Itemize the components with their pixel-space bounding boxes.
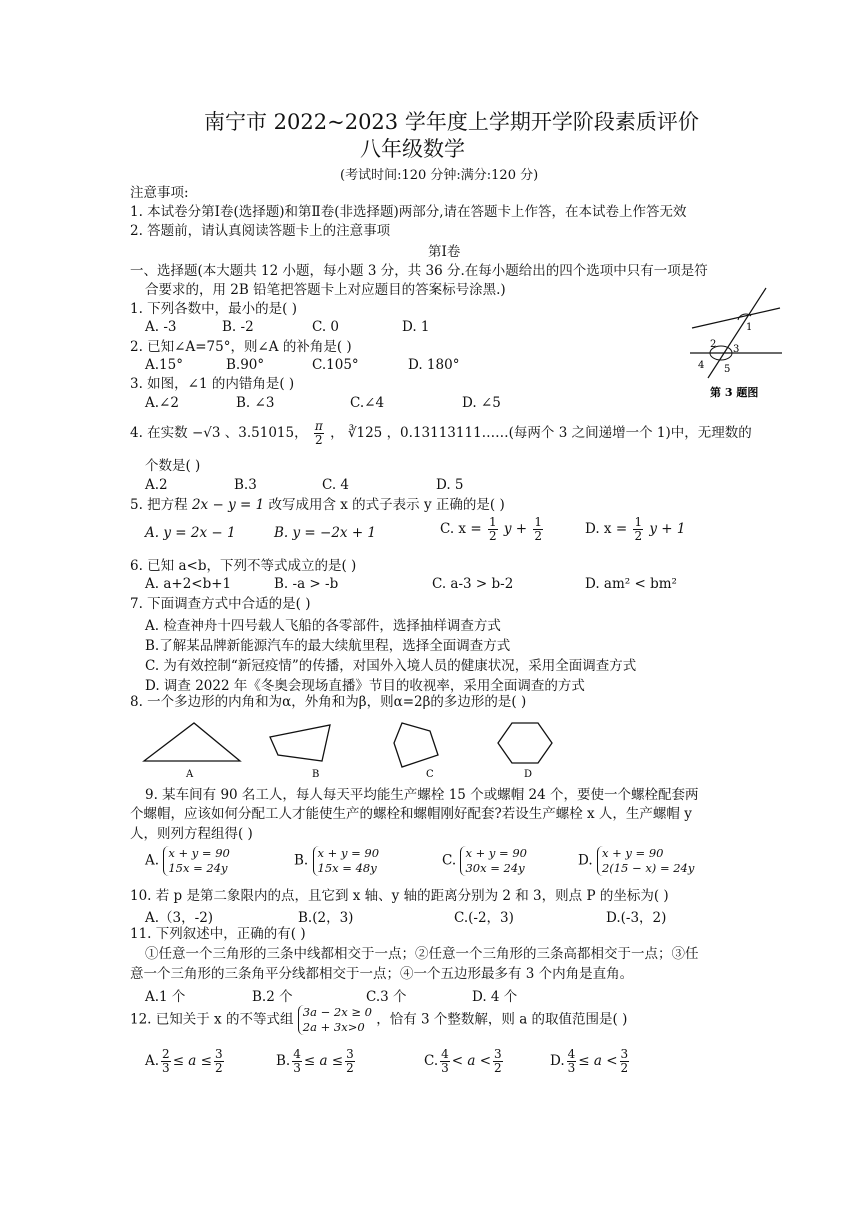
q12-b-left-frac: $\frac{4}{3}$: [293, 1047, 301, 1075]
q5-d-post: y + 1: [649, 521, 686, 537]
q2-option-c[interactable]: C.105°: [312, 357, 359, 373]
q12-option-b[interactable]: [276, 1048, 357, 1075]
q4-part3: ，: [330, 425, 344, 441]
q2-option-b[interactable]: B.90°: [226, 357, 265, 373]
q7-option-c[interactable]: C. 为有效控制“新冠疫情”的传播，对国外入境人员的健康状况，采用全面调查方式: [145, 658, 637, 674]
q12-a-left-frac: $\frac{2}{3}$: [162, 1047, 170, 1075]
q3-option-c[interactable]: C.∠4: [350, 395, 385, 411]
fig-label-4: 4: [698, 360, 705, 371]
q8-polygons: [140, 715, 580, 780]
q5-c-frac2: $\frac{1}{2}$: [534, 515, 543, 543]
q1-option-d[interactable]: D. 1: [402, 319, 430, 335]
q12-part1: 12. 已知关于 x 的不等式组: [130, 1011, 294, 1028]
q4-pi-over-2: $\frac{\pi}{2}$: [314, 419, 323, 447]
q8-label-d[interactable]: D: [524, 769, 533, 780]
q5-part1: 5. 把方程: [130, 497, 188, 513]
fig-label-5: 5: [724, 364, 731, 375]
question-3: 3. 如图，∠1 的内错角是( ): [130, 376, 295, 392]
fig-label-2: 2: [710, 339, 717, 350]
note-item-2: 2. 答题前，请认真阅读答题卡上的注意事项: [130, 223, 391, 239]
figure-question-3: [688, 284, 788, 404]
q12-system: 3a − 2x ≥ 0 2a + 3x>0: [298, 1005, 372, 1035]
q9-option-b[interactable]: [294, 846, 379, 876]
question-9-line1: 9. 某车间有 90 名工人，每人每天平均能生产螺栓 15 个或螺帽 24 个，要使一个螺栓配套两: [145, 787, 699, 803]
question-4-line2: 个数是( ): [145, 458, 201, 474]
q5-option-b[interactable]: B. y = −2x + 1: [274, 525, 377, 541]
exam-info: (考试时间:120 分钟:满分:120 分): [340, 168, 539, 183]
q1-option-b[interactable]: B. -2: [222, 319, 254, 335]
q6-option-a[interactable]: A. a+2<b+1: [145, 576, 232, 592]
q12-c-right-frac: $\frac{3}{2}$: [494, 1047, 502, 1075]
q4-neg-sqrt3: −√3: [191, 425, 221, 441]
question-2: 2. 已知∠A=75°，则∠A 的补角是( ): [130, 339, 352, 355]
q9-option-c[interactable]: [442, 846, 527, 876]
fig-label-1: 1: [746, 322, 753, 333]
q5-c-mid: y +: [503, 521, 528, 537]
q3-option-d[interactable]: D. ∠5: [462, 395, 501, 411]
q4-part4: ，0.13113111……(每两个 3 之间递增一个 1)中，无理数的: [386, 425, 752, 441]
question-11: 11. 下列叙述中，正确的有( ): [130, 926, 306, 942]
q1-option-c[interactable]: C. 0: [312, 319, 340, 335]
q9-option-d[interactable]: [578, 846, 694, 876]
quadrilateral-shape: [270, 725, 330, 761]
q10-option-c[interactable]: C.(-2，3): [454, 910, 514, 926]
question-9-line3: 人，则列方程组得( ): [130, 826, 253, 842]
q11-option-a[interactable]: A.1 个: [145, 989, 186, 1005]
q11-option-c[interactable]: C.3 个: [366, 989, 407, 1005]
q10-option-b[interactable]: B.(2，3): [298, 910, 354, 926]
q9-b-label: B.: [294, 852, 309, 869]
question-4: [130, 420, 752, 447]
question-9-line2: 个螺帽，应该如何分配工人才能使生产的螺栓和螺帽刚好配套?若设生产螺栓 x 人，生产螺帽 y: [130, 806, 692, 822]
note-item-1: 1. 本试卷分第Ⅰ卷(选择题)和第Ⅱ卷(非选择题)两部分,请在答题卡上作答，在本试卷上作答无效: [130, 204, 687, 220]
q12-a-label: A.: [145, 1053, 160, 1069]
q4-part1: 4. 在实数: [130, 425, 188, 441]
q4-option-c[interactable]: C. 4: [322, 477, 350, 493]
q9-c-system: x + y = 90 30x = 24y: [460, 846, 527, 876]
q2-option-d[interactable]: D. 180°: [408, 357, 460, 373]
q7-option-b[interactable]: B.了解某品牌新能源汽车的最大续航里程，选择全面调查方式: [145, 638, 511, 654]
q6-option-c[interactable]: C. a-3 > b-2: [432, 576, 514, 592]
q12-c-label: C.: [424, 1053, 439, 1069]
volume-heading: 第Ⅰ卷: [428, 244, 461, 260]
q3-option-b[interactable]: B. ∠3: [236, 395, 275, 411]
q2-option-a[interactable]: A.15°: [145, 357, 183, 373]
q5-part2: 改写成用含 x 的式子表示 y 正确的是( ): [268, 497, 505, 513]
q3-option-a[interactable]: A.∠2: [145, 395, 179, 411]
q4-option-a[interactable]: A.2: [145, 477, 168, 493]
q9-b-system: x + y = 90 15x = 48y: [313, 846, 380, 876]
q4-option-d[interactable]: D. 5: [436, 477, 464, 493]
q12-a-right-frac: $\frac{3}{2}$: [214, 1047, 223, 1075]
section1-line2: 合要求的，用 2B 铅笔把答题卡上对应题目的答案标号涂黑.): [145, 282, 506, 298]
q12-c-relation: < a <: [451, 1053, 492, 1069]
q12-d-right-frac: $\frac{3}{2}$: [620, 1047, 629, 1075]
q8-label-b[interactable]: B: [312, 769, 320, 780]
q9-d-system: x + y = 90 2(15 − x) = 24y: [597, 846, 694, 876]
q5-d-pre: D. x =: [585, 521, 628, 537]
hexagon-shape: [498, 723, 552, 763]
triangle-shape: [144, 723, 240, 761]
q5-c-pre: C. x =: [440, 521, 482, 537]
q7-option-a[interactable]: A. 检查神舟十四号载人飞船的各零部件，选择抽样调查方式: [145, 618, 501, 634]
q12-c-left-frac: $\frac{4}{3}$: [441, 1047, 449, 1075]
q9-a-system: x + y = 90 15x = 24y: [163, 846, 230, 876]
q12-a-relation: ≤ a ≤: [172, 1053, 212, 1069]
q6-option-b[interactable]: B. -a > -b: [274, 576, 339, 592]
q5-option-a[interactable]: A. y = 2x − 1: [145, 525, 236, 541]
fig-caption: 第 3 题图: [710, 386, 759, 399]
q5-c-frac1: $\frac{1}{2}$: [488, 515, 497, 543]
fig-label-3: 3: [733, 344, 740, 355]
q11-option-b[interactable]: B.2 个: [252, 989, 293, 1005]
q10-option-d[interactable]: D.(-3，2): [606, 910, 667, 926]
q5-option-c[interactable]: [440, 516, 545, 543]
q5-d-frac: $\frac{1}{2}$: [634, 515, 643, 543]
q8-label-c[interactable]: C: [426, 769, 434, 780]
question-6: 6. 已知 a<b，下列不等式成立的是( ): [130, 558, 357, 574]
question-7: 7. 下面调查方式中合适的是( ): [130, 596, 311, 612]
q12-b-relation: ≤ a ≤: [303, 1053, 344, 1069]
pentagon-shape: [394, 723, 438, 767]
q7-option-d[interactable]: D. 调查 2022 年《冬奥会现场直播》节目的收视率，采用全面调查的方式: [145, 678, 585, 694]
q12-option-a[interactable]: [145, 1048, 226, 1075]
q12-d-left-frac: $\frac{4}{3}$: [567, 1047, 576, 1075]
question-11-line2: 意一个三角形的三条角平分线都相交于一点；④一个五边形最多有 3 个内角是直角。: [130, 966, 634, 982]
q9-c-label: C.: [442, 852, 457, 869]
question-5: [130, 496, 505, 514]
exam-title: 南宁市 2022~2023 学年度上学期开学阶段素质评价: [204, 110, 699, 134]
q12-d-relation: ≤ a <: [578, 1053, 618, 1069]
q12-b-right-frac: $\frac{3}{2}$: [346, 1047, 354, 1075]
question-8: 8. 一个多边形的内角和为α，外角和为β，则α=2β的多边形的是( ): [130, 694, 527, 710]
q12-option-c[interactable]: [424, 1048, 505, 1075]
q9-d-label: D.: [578, 852, 593, 869]
q5-option-d[interactable]: [585, 516, 686, 543]
q11-option-d[interactable]: D. 4 个: [472, 989, 518, 1005]
notes-heading: 注意事项:: [130, 185, 189, 201]
q5-equation: 2x − y = 1: [191, 497, 265, 513]
q1-option-a[interactable]: A. -3: [145, 319, 177, 335]
q9-option-a[interactable]: [145, 846, 230, 876]
question-11-line1: ①任意一个三角形的三条中线都相交于一点；②任意一个三角形的三条高都相交于一点；③任: [145, 946, 699, 962]
q4-cbrt-125: ∛125: [347, 425, 383, 441]
q4-part2: 、3.51015，: [224, 425, 308, 441]
q12-d-label: D.: [550, 1053, 565, 1069]
q10-option-a[interactable]: A.（3，-2): [145, 910, 214, 926]
section1-line1: 一、选择题(本大题共 12 小题，每小题 3 分，共 36 分.在每小题给出的四个选项中只有一项是符: [130, 263, 708, 279]
q12-b-label: B.: [276, 1053, 291, 1069]
exam-subtitle: 八年级数学: [360, 137, 465, 161]
question-10: 10. 若 p 是第二象限内的点，且它到 x 轴、y 轴的距离分别为 2 和 3，则点 P 的坐标为( ): [130, 888, 669, 904]
question-1: 1. 下列各数中，最小的是( ): [130, 301, 297, 317]
q4-option-b[interactable]: B.3: [234, 477, 257, 493]
q6-option-d[interactable]: D. am² < bm²: [585, 576, 677, 592]
q12-part2: ，恰有 3 个整数解，则 a 的取值范围是( ): [376, 1011, 628, 1028]
q12-option-d[interactable]: [550, 1048, 631, 1075]
question-12: [130, 1005, 627, 1035]
q9-a-label: A.: [145, 852, 160, 869]
q8-label-a[interactable]: A: [186, 769, 194, 780]
